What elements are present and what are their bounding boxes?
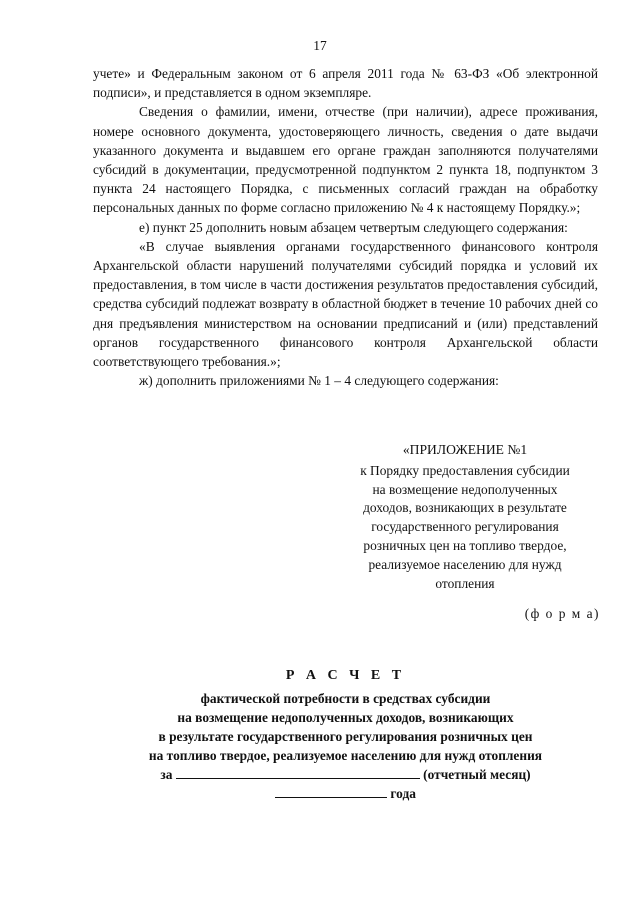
page-number: 17 — [313, 38, 327, 53]
form-label: (ф о р м а) — [524, 606, 600, 621]
paragraph-continuation: учете» и Федеральным законом от 6 апреля 2011 года № 63-ФЗ «Об электронной подписи», и представляется в одном экземпляре. — [93, 66, 598, 101]
appendix-line: розничных цен на топливо твердое, — [363, 537, 567, 553]
paragraph-quote: «В случае выявления органами государственного финансового контроля Архангельской области нарушений получателями субсидий порядка и условий их предоставления, в том числе в части достижения результатов предоставления субсидий, средства субсидий подлежат возврату в областной бюджет в течение 10 рабочих дней со дня предъявления министерством на основании предписаний и (или) представлений органов государственного финансового контроля Архангельской области соответствующего требования.»; — [93, 238, 598, 370]
appendix-line: доходов, возникающих в результате — [363, 500, 567, 516]
calculation-subtitle-line: на возмещение недополученных доходов, возникающих — [177, 710, 514, 725]
document-body — [93, 64, 598, 390]
paragraph-item-e: е) пункт 25 дополнить новым абзацем четвертым следующего содержания: — [139, 219, 568, 235]
appendix-line: отопления — [435, 575, 495, 591]
period-prefix: за — [160, 767, 173, 782]
calculation-subtitle-line: в результате государственного регулирования розничных цен — [158, 729, 533, 744]
appendix-line: к Порядку предоставления субсидии — [360, 462, 570, 478]
period-line — [93, 765, 598, 784]
calculation-heading — [93, 666, 598, 803]
year-blank-field[interactable] — [275, 785, 387, 798]
calculation-subtitle-line: фактической потребности в средствах субсидии — [200, 691, 491, 706]
appendix-line: государственного регулирования — [371, 519, 559, 535]
year-suffix: года — [390, 786, 416, 801]
calculation-title: Р А С Ч Е Т — [285, 668, 406, 683]
paragraph-personal-data: Сведения о фамилии, имени, отчестве (при наличии), адресе проживания, номере основного документа, удостоверяющего личность, сведения о дате выдачи указанного документа и выдавшем его органе граждан заполняются получателями субсидий в документации, предусмотренной подпунктом 2 пункта 18, подпунктом 3 пункта 24 настоящего Порядка, с письменных согласий граждан на обработку персональных данных по форме согласно приложению № 4 к настоящему Порядку.»; — [93, 104, 598, 216]
period-suffix: (отчетный месяц) — [423, 767, 531, 782]
appendix-line: реализуемое населению для нужд — [368, 556, 562, 572]
appendix-title: «ПРИЛОЖЕНИЕ №1 — [402, 442, 528, 457]
appendix-line: на возмещение недополученных — [372, 481, 558, 497]
month-blank-field[interactable] — [176, 766, 420, 779]
paragraph-item-zh: ж) дополнить приложениями № 1 – 4 следующего содержания: — [139, 373, 499, 389]
calculation-subtitle-line: на топливо твердое, реализуемое населению для нужд отопления — [148, 748, 543, 763]
appendix-header — [330, 441, 600, 593]
year-line — [93, 784, 598, 803]
